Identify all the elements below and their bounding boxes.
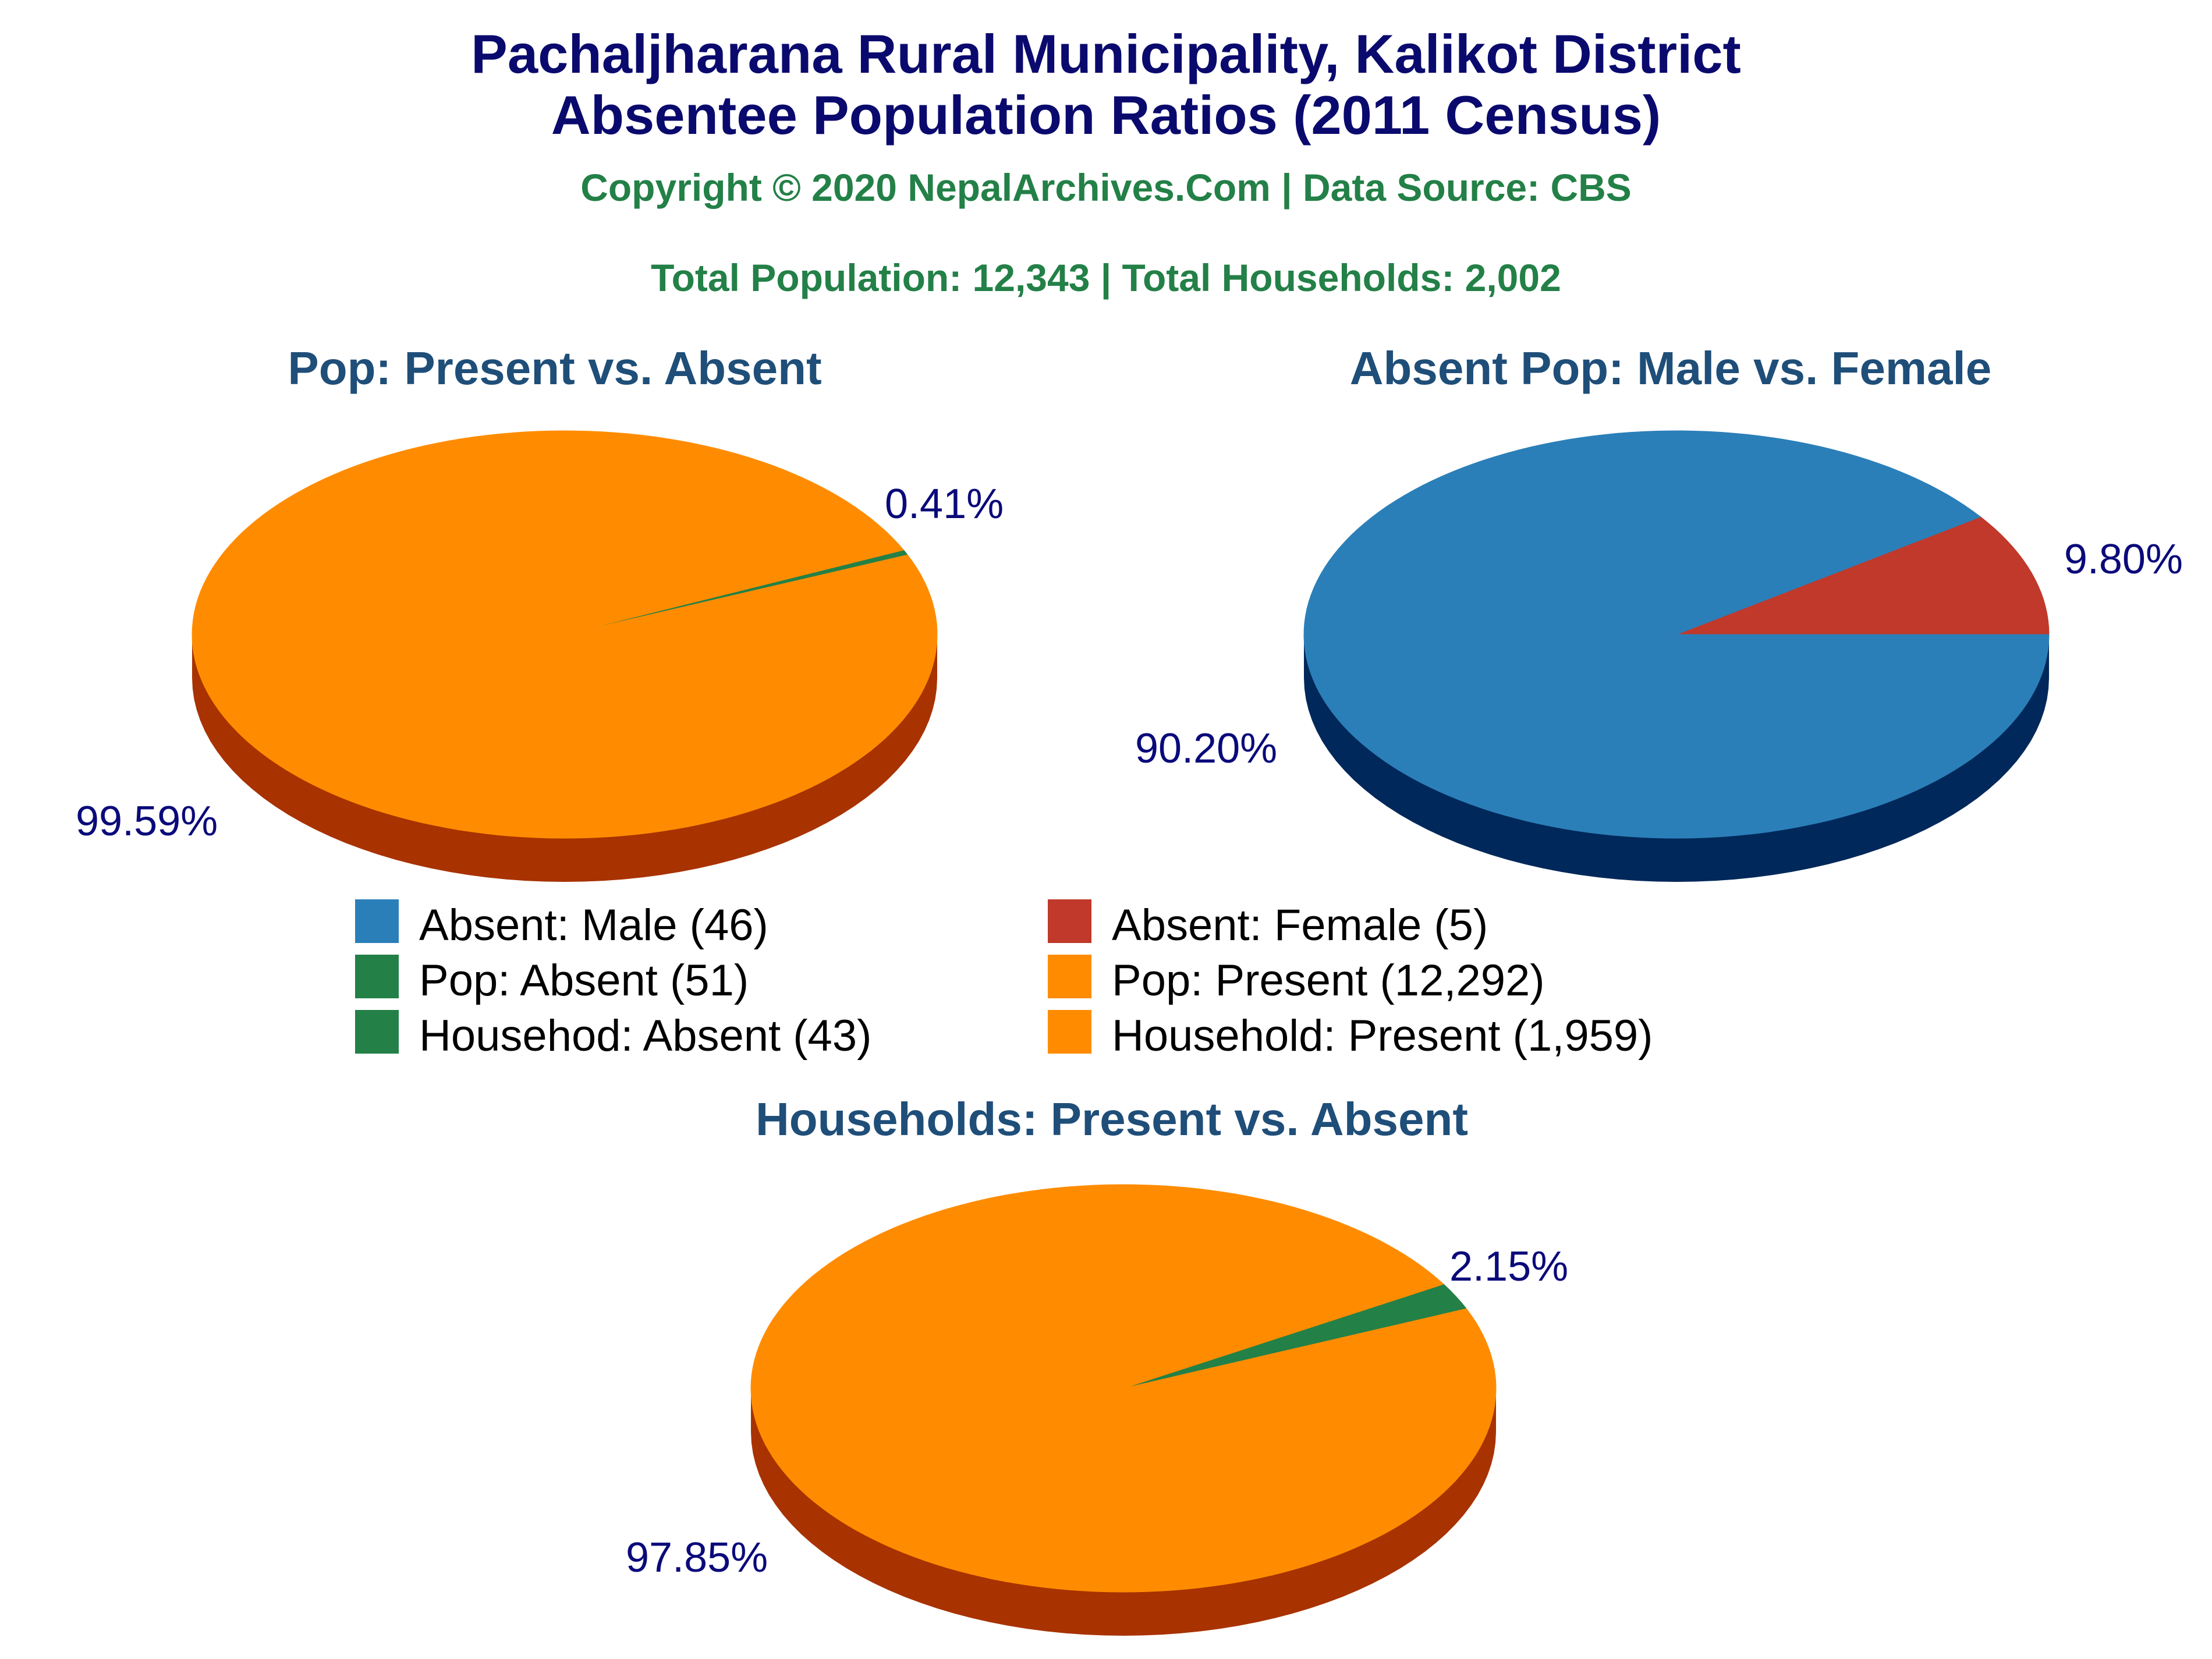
legend [355,899,1653,1061]
pie-2-percent-label-0: 2.15% [1449,1243,1569,1290]
legend-item[interactable] [1048,899,1488,950]
pie-chart-1 [1135,431,2183,882]
legend-swatch [355,955,399,998]
pie-2-percent-label-1: 97.85% [626,1534,768,1581]
legend-label: Pop: Present (12,292) [1112,956,1545,1005]
pie-1-slice-1[interactable] [1304,431,2049,838]
legend-item[interactable] [1048,1010,1653,1061]
legend-label: Absent: Male (46) [419,901,768,950]
legend-label: Household: Present (1,959) [1112,1011,1653,1061]
pie-0-slice-1[interactable] [192,431,937,838]
pie-1-percent-label-1: 90.20% [1135,725,1278,772]
pie-0-percent-label-0: 0.41% [885,481,1004,527]
legend-label: Absent: Female (5) [1112,901,1488,950]
legend-swatch [1048,955,1091,998]
legend-swatch [1048,899,1091,943]
legend-label: Pop: Absent (51) [419,956,749,1005]
legend-item[interactable] [355,899,768,950]
legend-item[interactable] [355,1010,871,1061]
copyright-text: Copyright © 2020 NepalArchives.Com | Data Source: CBS [580,166,1632,209]
legend-swatch [355,1010,399,1054]
pie-chart-0 [76,431,1004,882]
legend-label: Househod: Absent (43) [419,1011,872,1061]
chart-title-line1: Pachaljharana Rural Municipality, Kalikot District [471,23,1741,84]
totals-text: Total Population: 12,343 | Total Households: 2,002 [651,256,1561,299]
pie-1-percent-label-0: 9.80% [2064,536,2183,583]
pie-title-households: Households: Present vs. Absent [756,1093,1468,1145]
legend-item[interactable] [1048,955,1545,1005]
legend-swatch [355,899,399,943]
pie-0-percent-label-1: 99.59% [76,798,218,845]
legend-item[interactable] [355,955,749,1005]
pie-chart-2 [626,1185,1568,1636]
pie-title-absent-gender: Absent Pop: Male vs. Female [1349,342,1992,394]
chart-title-line2: Absentee Population Ratios (2011 Census) [551,84,1661,146]
pie-title-population: Pop: Present vs. Absent [288,342,822,394]
legend-swatch [1048,1010,1091,1054]
pie-2-slice-1[interactable] [751,1185,1496,1592]
